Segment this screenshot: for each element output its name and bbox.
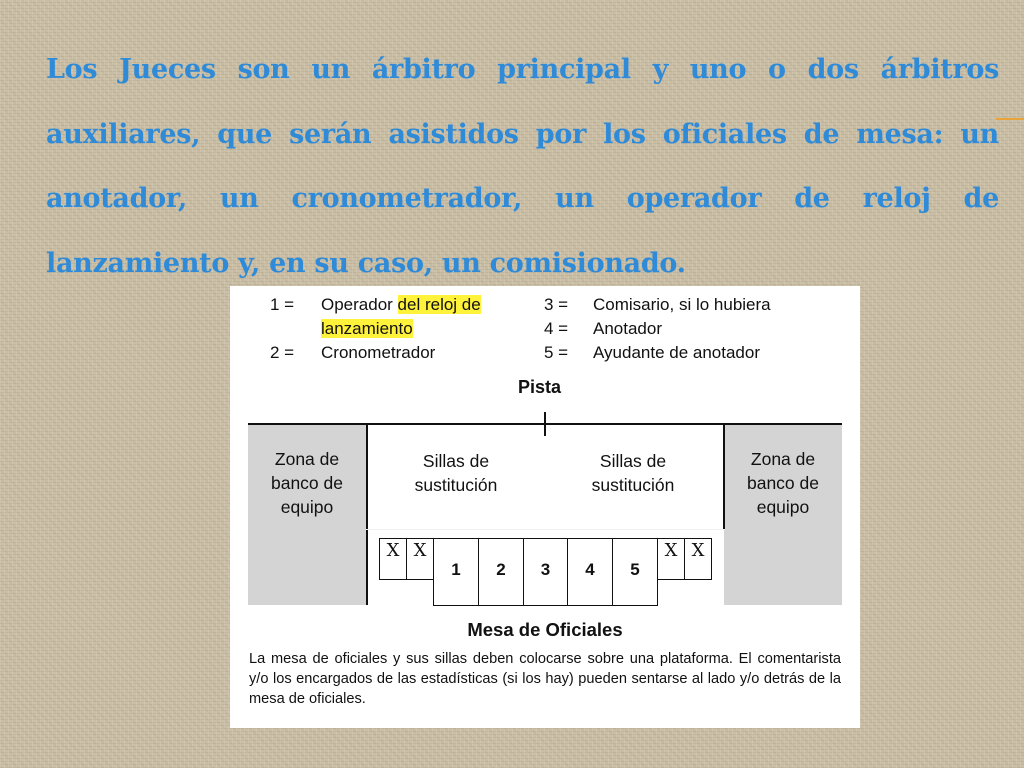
- left-zone-divider: [366, 423, 368, 605]
- subs-left-line-1: Sillas de: [422, 451, 490, 471]
- legend-item-1-highlight-cont: lanzamiento: [321, 319, 413, 338]
- legend-item-2-number: 2 =: [270, 343, 295, 362]
- officials-table-title: Mesa de Oficiales: [467, 619, 623, 640]
- zone-left-line-3: equipo: [280, 497, 334, 517]
- right-zone-divider: [723, 423, 725, 529]
- legend-item-4-label: Anotador: [593, 319, 662, 338]
- legend-item-5-number: 5 =: [544, 343, 569, 362]
- team-bench-zone-right: [724, 425, 842, 605]
- center-line-mark: [544, 412, 546, 436]
- zone-left-line-1: Zona de: [274, 449, 340, 469]
- officials-table-diagram: [230, 286, 860, 728]
- x-chair: X: [657, 538, 685, 580]
- substitution-area-edge: [366, 529, 725, 530]
- legend-item-4-number: 4 =: [544, 319, 569, 338]
- legend-item-1-highlight: del reloj de: [397, 295, 481, 314]
- court-label: Pista: [518, 377, 562, 397]
- substitution-chairs-left: [386, 449, 526, 497]
- legend-item-3-label: Comisario, si lo hubiera: [593, 295, 771, 314]
- subs-right-line-2: sustitución: [591, 475, 675, 495]
- slide-heading: Los Jueces son un árbitro principal y uno o dos árbitros auxiliares, que serán asistidos por los oficiales de mesa: un anotador, un cronometrador, un operador de reloj de lanzamiento y, en su caso, un comisionado.: [46, 54, 999, 279]
- x-chair: X: [406, 538, 434, 580]
- diagram-caption: La mesa de oficiales y sus sillas deben colocarse sobre una plataforma. El comentarista y/o los encargados de las estadísticas (si los hay) pueden sentarse al lado y/o detrás de la mesa de oficiales.: [249, 651, 841, 707]
- subs-left-line-2: sustitución: [414, 475, 498, 495]
- official-seat-5: 5: [612, 538, 658, 606]
- x-chair: X: [684, 538, 712, 580]
- official-seat-3: 3: [523, 538, 568, 606]
- legend-item-5-label: Ayudante de anotador: [593, 343, 760, 362]
- team-bench-zone-left: [248, 425, 366, 605]
- legend-item-2-label: Cronometrador: [321, 343, 436, 362]
- accent-rule: [996, 118, 1024, 120]
- legend-item-1-label: [321, 295, 481, 315]
- official-seat-4: 4: [567, 538, 613, 606]
- legend-item-1-label-cont: [321, 319, 413, 339]
- x-chair: X: [379, 538, 407, 580]
- official-seat-2: 2: [478, 538, 524, 606]
- zone-right-line-3: equipo: [756, 497, 810, 517]
- zone-left-line-2: banco de: [270, 473, 343, 493]
- subs-right-line-1: Sillas de: [599, 451, 667, 471]
- zone-right-line-2: banco de: [746, 473, 819, 493]
- official-seat-1: 1: [433, 538, 479, 606]
- legend-item-1-text-a: Operador: [321, 295, 398, 314]
- substitution-chairs-right: [563, 449, 703, 497]
- legend-item-1-number: 1 =: [270, 295, 295, 314]
- zone-right-line-1: Zona de: [750, 449, 816, 469]
- legend-item-3-number: 3 =: [544, 295, 569, 314]
